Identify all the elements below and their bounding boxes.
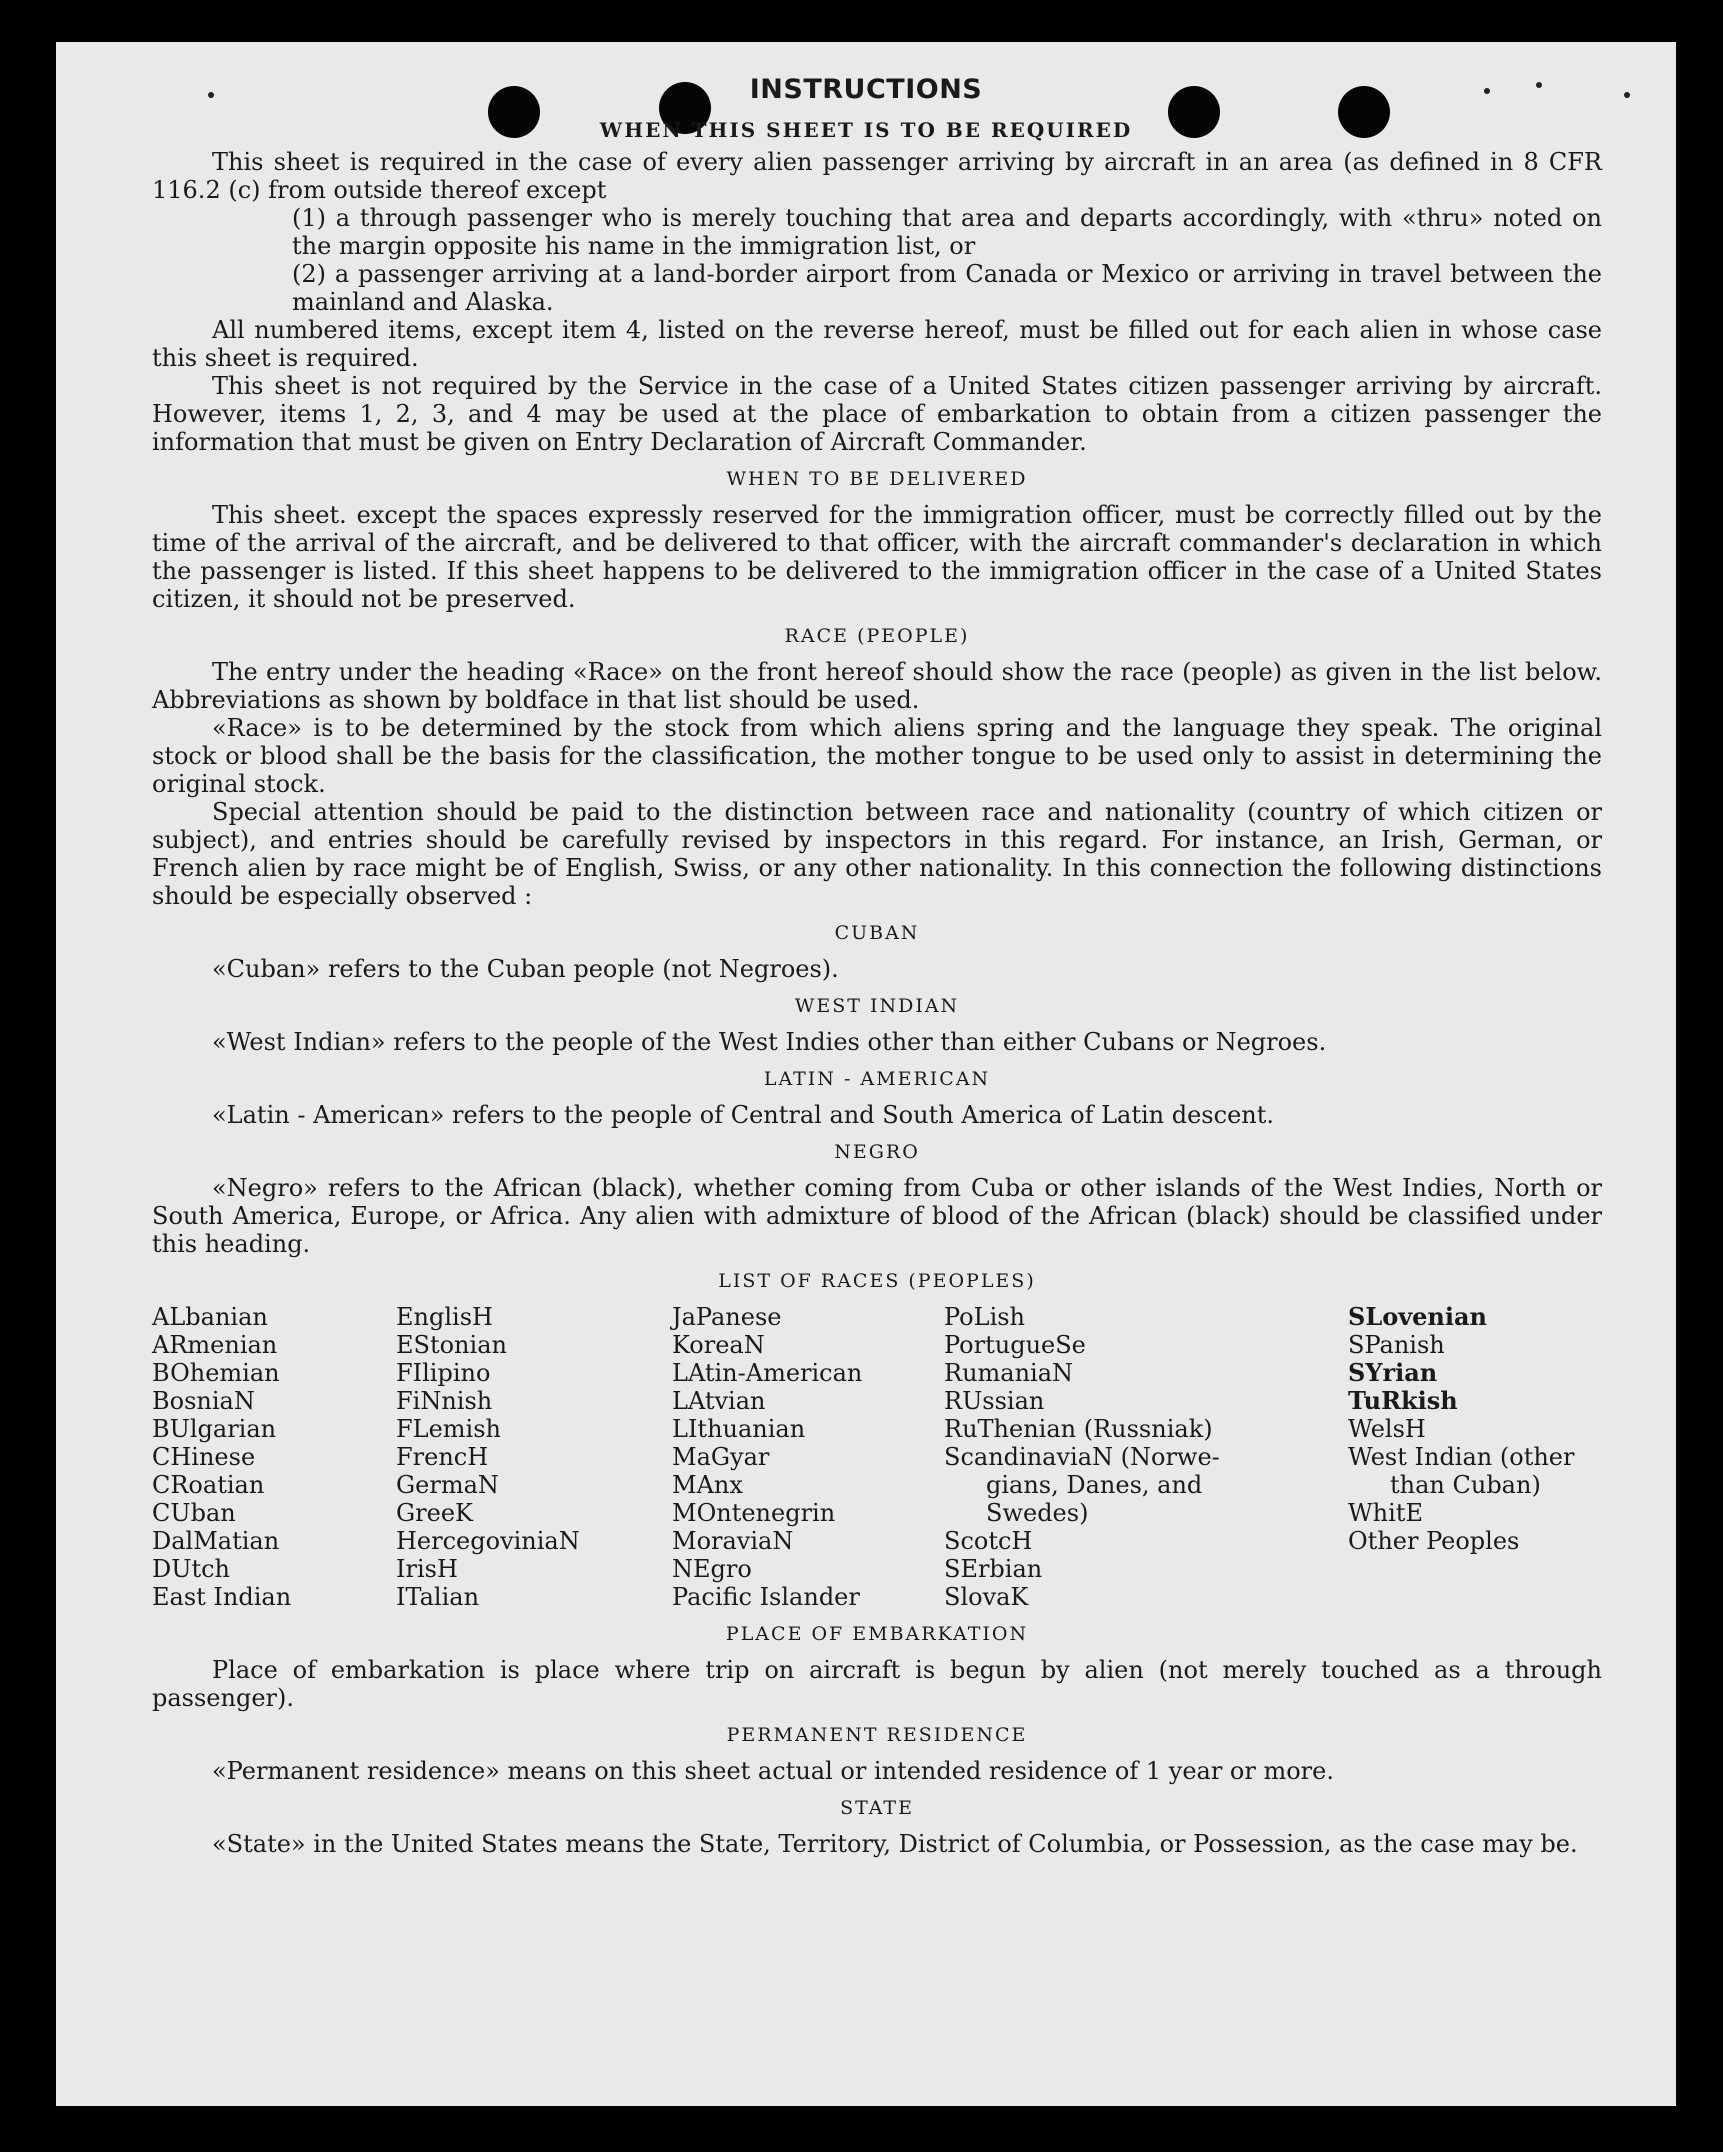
- race-list-item: TuRkish: [1348, 1386, 1458, 1415]
- race-list-item: CHinese: [152, 1443, 256, 1471]
- race-paragraph-2: «Race» is to be determined by the stock from which aliens spring and the language they speak. The original stock or blood shall be the basis for the classification, the mother tongue to be used only to assist in determining the original stock.: [152, 714, 1602, 798]
- race-list-item-continued: than Cuban): [1390, 1471, 1541, 1499]
- document-sheet: [56, 42, 1676, 2106]
- race-list-item: BUlgarian: [152, 1415, 277, 1443]
- race-list-item: FIlipino: [396, 1359, 491, 1387]
- race-list-item: DalMatian: [152, 1527, 280, 1555]
- exception-item-2: (2) a passenger arriving at a land-border airport from Canada or Mexico or arriving in travel between the mainland and Alaska.: [292, 260, 1602, 316]
- race-list-item: EnglisH: [396, 1303, 493, 1331]
- race-paragraph-1: The entry under the heading «Race» on the front hereof should show the race (people) as given in the list below. Abbreviations as shown by boldface in that list should be used.: [152, 658, 1602, 714]
- race-list-item: GreeK: [396, 1499, 473, 1527]
- section-heading-race-list: LIST OF RACES (PEOPLES): [718, 1270, 1036, 1292]
- race-list-item: SLovenian: [1348, 1302, 1487, 1331]
- race-list-item: SYrian: [1348, 1358, 1438, 1387]
- race-list-item: FLemish: [396, 1415, 501, 1443]
- race-list-item: MOntenegrin: [672, 1499, 836, 1527]
- citizen-paragraph: This sheet is not required by the Service in the case of a United States citizen passenger arriving by aircraft. However, items 1, 2, 3, and 4 may be used at the place of embarkation to obtain from a citizen passenger the information that must be given on Entry Declaration of Aircraft Commander.: [152, 372, 1602, 456]
- race-list-item: LAtvian: [672, 1387, 766, 1415]
- race-list-item: MaGyar: [672, 1443, 770, 1471]
- west-indian-definition: «West Indian» refers to the people of the West Indies other than either Cubans or Negroes.: [212, 1028, 1327, 1056]
- race-list-item: WelsH: [1348, 1415, 1426, 1443]
- exception-item-1: (1) a through passenger who is merely touching that area and departs accordingly, with «thru» noted on the margin opposite his name in the immigration list, or: [292, 204, 1602, 260]
- race-list-item: KoreaN: [672, 1331, 765, 1359]
- latin-american-definition: «Latin - American» refers to the people of Central and South America of Latin descent.: [212, 1101, 1274, 1129]
- race-list-item: Other Peoples: [1348, 1527, 1520, 1555]
- race-list-item: HercegoviniaN: [396, 1527, 580, 1555]
- race-list-item-continued: gians, Danes, and: [986, 1471, 1203, 1499]
- race-list: [152, 1303, 1602, 1611]
- race-list-item: West Indian (other: [1348, 1443, 1575, 1471]
- race-list-item: RumaniaN: [944, 1359, 1074, 1387]
- race-list-item: FrencH: [396, 1443, 489, 1471]
- race-column-2: [396, 1303, 672, 1611]
- section-heading-west-indian: WEST INDIAN: [794, 995, 960, 1017]
- race-list-item: LIthuanian: [672, 1415, 806, 1443]
- numbered-items-paragraph: All numbered items, except item 4, listed on the reverse hereof, must be filled out for each alien in whose case this sheet is required.: [152, 316, 1602, 372]
- race-list-item: ARmenian: [152, 1331, 278, 1359]
- race-list-item: BosniaN: [152, 1387, 255, 1415]
- race-list-item: MoraviaN: [672, 1527, 794, 1555]
- race-column-1: [152, 1303, 396, 1611]
- race-list-item: LAtin-American: [672, 1359, 863, 1387]
- section-heading-latin-american: LATIN - AMERICAN: [763, 1068, 991, 1090]
- race-list-item: PoLish: [944, 1303, 1026, 1331]
- residence-definition: «Permanent residence» means on this sheet actual or intended residence of 1 year or more.: [212, 1757, 1334, 1785]
- section-heading-embarkation: PLACE OF EMBARKATION: [725, 1623, 1029, 1645]
- intro-paragraph: This sheet is required in the case of every alien passenger arriving by aircraft in an area (as defined in 8 CFR 116.2 (c) from outside thereof except: [152, 148, 1602, 204]
- race-list-item: SErbian: [944, 1555, 1043, 1583]
- section-heading-delivered: WHEN TO BE DELIVERED: [726, 468, 1028, 490]
- race-column-3: [672, 1303, 944, 1611]
- race-list-item: JaPanese: [672, 1303, 782, 1331]
- race-list-item: SPanish: [1348, 1331, 1445, 1359]
- race-list-item: SlovaK: [944, 1583, 1029, 1611]
- race-list-item: ScandinaviaN (Norwe-: [944, 1443, 1220, 1471]
- race-list-item: MAnx: [672, 1471, 743, 1499]
- embarkation-definition: Place of embarkation is place where trip on aircraft is begun by alien (not merely touched as a through passenger).: [152, 1656, 1602, 1712]
- race-list-item: NEgro: [672, 1555, 752, 1583]
- race-list-item: IrisH: [396, 1555, 458, 1583]
- race-list-item: EStonian: [396, 1331, 507, 1359]
- race-list-item: WhitE: [1348, 1499, 1423, 1527]
- race-list-item: ScotcH: [944, 1527, 1033, 1555]
- section-heading-negro: NEGRO: [834, 1141, 920, 1163]
- race-list-item: FiNnish: [396, 1387, 493, 1415]
- race-list-item: BOhemian: [152, 1359, 280, 1387]
- race-list-item: CUban: [152, 1499, 236, 1527]
- race-list-item: ALbanian: [152, 1303, 268, 1331]
- race-list-item: PortugueSe: [944, 1331, 1086, 1359]
- race-paragraph-3: Special attention should be paid to the distinction between race and nationality (country of which citizen or subject), and entries should be carefully revised by inspectors in this regard. For instance, an Irish, German, or French alien by race might be of English, Swiss, or any other nationality. In this connection the following distinctions should be especially observed :: [152, 798, 1602, 910]
- race-list-item: DUtch: [152, 1555, 231, 1583]
- cuban-definition: «Cuban» refers to the Cuban people (not Negroes).: [212, 955, 839, 983]
- negro-definition: «Negro» refers to the African (black), whether coming from Cuba or other islands of the West Indies, North or South America, Europe, or Africa. Any alien with admixture of blood of the African (black) should be classified under this heading.: [152, 1174, 1602, 1258]
- race-list-item-continued: Swedes): [986, 1499, 1089, 1527]
- instructions-body: [152, 148, 1602, 1858]
- state-definition: «State» in the United States means the State, Territory, District of Columbia, or Possession, as the case may be.: [212, 1830, 1578, 1858]
- section-heading-state: STATE: [840, 1797, 914, 1819]
- section-heading-residence: PERMANENT RESIDENCE: [726, 1724, 1028, 1746]
- race-column-5: [1348, 1303, 1602, 1611]
- race-list-item: RUssian: [944, 1387, 1045, 1415]
- delivered-paragraph: This sheet. except the spaces expressly reserved for the immigration officer, must be correctly filled out by the time of the arrival of the aircraft, and be delivered to that officer, with the aircraft commander's declaration in which the passenger is listed. If this sheet happens to be delivered to the immigration officer in the case of a United States citizen, it should not be preserved.: [152, 501, 1602, 613]
- race-list-item: East Indian: [152, 1583, 292, 1611]
- race-list-item: RuThenian (Russniak): [944, 1415, 1213, 1443]
- race-list-item: CRoatian: [152, 1471, 265, 1499]
- page-title: INSTRUCTIONS: [749, 74, 983, 105]
- race-list-item: ITalian: [396, 1583, 480, 1611]
- race-list-item: Pacific Islander: [672, 1583, 860, 1611]
- section-heading-race: RACE (PEOPLE): [784, 625, 970, 647]
- page-subtitle: WHEN THIS SHEET IS TO BE REQUIRED: [599, 118, 1133, 142]
- race-list-item: GermaN: [396, 1471, 499, 1499]
- section-heading-cuban: CUBAN: [834, 922, 920, 944]
- race-column-4: [944, 1303, 1348, 1611]
